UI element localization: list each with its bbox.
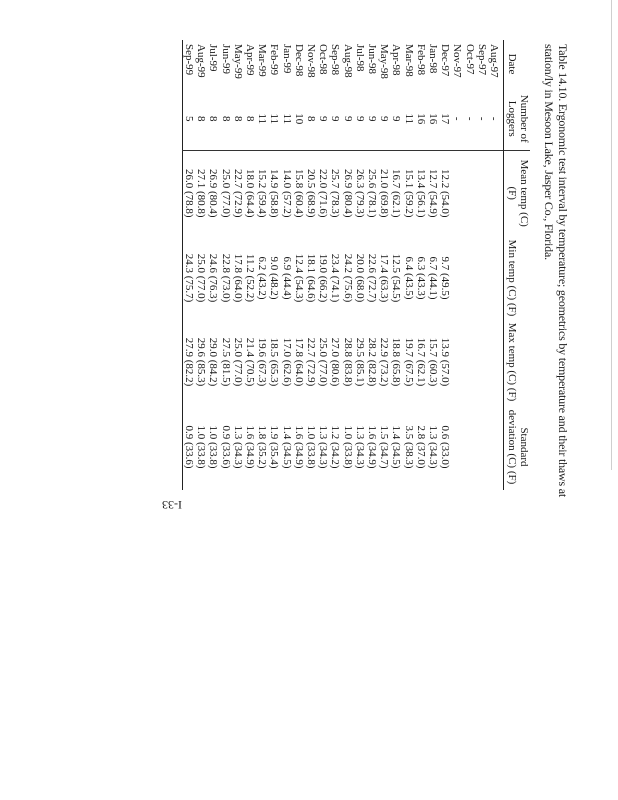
table-cell: 9 [378,88,390,150]
table-caption-line-2: station/ly in Mesoon Lake, Jasper Co., Florida. [542,44,556,260]
page-number: I-33 [162,498,182,512]
table-cell: Nov-98 [304,44,317,78]
table-cell: 17.4 (63.3) [378,253,391,303]
table-row [366,40,378,490]
table-cell: 18.5 (65.3) [268,337,281,387]
table-cell: Dec-98 [292,44,305,77]
table-row [476,40,488,490]
table-cell: 1.6 (34.9) [243,425,256,469]
table-row [207,40,219,490]
table-cell: 27.5 (81.5) [219,337,232,387]
table-cell: 23.4 (74.1) [329,253,342,303]
table-cell [476,320,488,404]
table-cell: 11 [280,88,292,150]
table-cell: Sep-97 [475,44,488,76]
table-cell: 15.2 (59.4) [256,168,269,218]
table-row [280,40,292,490]
table-row [463,40,475,490]
table-cell: 1.0 (33.8) [304,425,317,469]
table-row [305,40,317,490]
table-cell: 19.7 (67.5) [402,337,415,387]
table-row [402,40,414,490]
table-row [182,40,195,490]
table-cell: 0.9 (33.6) [219,425,232,469]
table-cell: 17.8 (64.0) [231,253,244,303]
table-cell: 1.6 (34.9) [365,425,378,469]
table-cell: 21.0 (69.8) [378,168,391,218]
table-cell: 18.0 (64.4) [243,168,256,218]
table-cell: Jun-99 [219,44,232,74]
table-cell: 27.9 (82.2) [182,337,195,387]
table-cell: 1.3 (34.3) [353,425,366,469]
table-cell: 1.3 (34.3) [317,425,330,469]
table-cell: 29.5 (85.1) [353,337,366,387]
table-cell: 8 [207,88,219,150]
table-cell [476,404,488,490]
table-row [341,40,353,490]
table-cell: 3.5 (38.3) [402,425,415,469]
table-cell: 17.0 (62.6) [280,337,293,387]
table-cell [488,236,504,320]
table-cell: 0.9 (33.6) [182,425,195,469]
table-body [182,40,503,490]
table-cell: 25.6 (78.1) [365,168,378,218]
table-cell: 25.0 (77.0) [317,337,330,387]
table-cell: 25.0 (77.0) [219,168,232,218]
table-cell [451,404,463,490]
table-cell: 12.7 (54.9) [426,168,439,218]
table-row [439,40,451,490]
table-cell: 17 [439,88,451,150]
table-cell: Sep-99 [182,44,195,76]
table-row [293,40,305,490]
table-cell: 8 [219,88,231,150]
table-cell: 1.9 (35.4) [268,425,281,469]
table-cell: 20.5 (68.9) [304,168,317,218]
table-cell: Mar-99 [256,44,269,77]
table-cell: Aug-97 [488,44,500,78]
table-cell: - [476,88,488,150]
header-standard-deviation: Standard deviation (C) (F) [504,404,531,490]
table-cell: Jul-98 [353,44,366,72]
table-cell: 10 [293,88,305,150]
table-cell [488,404,504,490]
table-cell: 6.7 (44.1) [426,256,439,300]
table-row [195,40,207,490]
table-cell: 15.8 (60.4) [292,168,305,218]
table-cell: Jun-98 [365,44,378,74]
table-cell: May-98 [378,44,391,79]
table-cell: 27.1 (80.8) [195,168,208,218]
table-cell: 17.8 (64.0) [292,337,305,387]
table-row [232,40,244,490]
header-min-temp: Min temp (C) (F) [504,236,531,320]
table-cell: 25.0 (77.0) [231,337,244,387]
table-cell: 22.6 (72.7) [365,253,378,303]
table-row [317,40,329,490]
table-cell: 22.0 (71.6) [317,168,330,218]
table-cell: 16 [415,88,427,150]
table-cell: 1.4 (34.5) [390,425,403,469]
table-cell: Oct-98 [317,44,330,75]
table-cell: 18.1 (64.6) [304,253,317,303]
table-cell: 1.4 (34.5) [280,425,293,469]
table-cell: Dec-97 [439,44,452,77]
table-cell: 26.3 (79.3) [353,168,366,218]
table-cell: 18.8 (65.8) [390,337,403,387]
table-cell: 8 [244,88,256,150]
table-cell: 2.8 (37.0) [414,425,427,469]
table-cell: 12.2 (54.0) [439,168,452,218]
table-row [354,40,366,490]
table-cell: 13.9 (57.0) [439,337,452,387]
header-mean-temp: Mean temp (C) (F) [504,150,531,236]
table-cell: 1.0 (33.8) [341,425,354,469]
table-cell: 1.3 (34.3) [231,425,244,469]
table-row [244,40,256,490]
table-cell: 1.0 (33.8) [195,425,208,469]
rotated-table-block [100,40,570,600]
table-cell: 24.3 (75.7) [182,253,195,303]
table-cell: 11 [268,88,280,150]
table-cell: 11 [256,88,268,150]
table-cell: 6.9 (44.4) [280,256,293,300]
table-cell: 1.8 (35.2) [256,425,269,469]
table-row [488,40,504,490]
table-cell: Mar-98 [402,44,415,77]
table-cell [488,150,504,236]
table-cell: 11.2 (52.2) [243,253,256,303]
table-cell: 26.9 (80.4) [207,168,220,218]
table-cell: 6.3 (43.3) [414,256,427,300]
header-number-of-loggers: Number of Loggers [504,88,531,150]
table-cell [476,236,488,320]
header-max-temp: Max temp (C) (F) [504,320,531,404]
table-cell: - [451,88,463,150]
table-cell: Nov-97 [451,44,464,78]
table-cell: 16.7 (62.1) [414,337,427,387]
table-cell: 8 [195,88,207,150]
table-cell: Jan-99 [280,44,293,74]
scan-edge-mark [611,0,612,470]
table-cell: 13.4 (56.1) [414,168,427,218]
table-cell: 9 [366,88,378,150]
table-caption-line-1: Table 14.10. Ergonomic test interval by temperature; geometrics by temperature and their thaws at [556,44,570,498]
table-row [451,40,463,490]
table-cell: Feb-98 [414,44,427,76]
table-cell [463,236,475,320]
table-cell [463,320,475,404]
table-cell: Apr-98 [390,44,403,76]
table-cell: Oct-97 [463,44,476,75]
table-cell [463,150,475,236]
table-cell [488,320,504,404]
table-cell: 9 [390,88,402,150]
table-cell: Feb-99 [268,44,281,76]
table-cell: 26.0 (78.8) [182,168,195,218]
table-cell: 9 [354,88,366,150]
table-cell: 1.0 (33.8) [207,425,220,469]
table-cell: 9.0 (48.2) [268,256,281,300]
table-cell: 22.8 (73.0) [219,253,232,303]
table-cell: 14.9 (58.8) [268,168,281,218]
table-cell: Aug-98 [341,44,354,78]
table-cell: 8 [232,88,244,150]
table-header-row [504,40,531,490]
header-date: Date [504,40,531,88]
table-row [378,40,390,490]
table-cell: 24.6 (76.3) [207,253,220,303]
table-cell: 25.0 (77.0) [195,253,208,303]
table-cell: 9 [341,88,353,150]
table-cell: 29.0 (84.2) [207,337,220,387]
temperature-table [180,40,530,490]
table-row [268,40,280,490]
table-cell: 16 [427,88,439,150]
table-cell: 15.1 (59.2) [402,168,415,218]
table-cell: 9 [329,88,341,150]
table-cell: 25.7 (78.3) [329,168,342,218]
table-cell: 24.2 (75.6) [341,253,354,303]
table-cell: 14.0 (57.2) [280,168,293,218]
table-cell: 6.2 (43.2) [256,256,269,300]
table-cell: 28.8 (83.8) [341,337,354,387]
table-cell: - [463,88,475,150]
table-cell: 21.4 (70.5) [243,337,256,387]
table-cell: 5 [182,88,195,150]
table-cell [463,404,475,490]
table-cell: 22.7 (72.9) [304,337,317,387]
table-cell: 1.2 (34.2) [329,425,342,469]
table-row [256,40,268,490]
table-cell: 6.4 (43.5) [402,256,415,300]
table-cell [476,150,488,236]
table-cell: 9.7 (49.5) [439,256,452,300]
table-cell: 1.6 (34.9) [292,425,305,469]
table-cell: - [488,88,504,150]
table-cell: 22.7 (72.9) [231,168,244,218]
table-row [219,40,231,490]
table-cell: 20.0 (68.0) [353,253,366,303]
table-cell: Aug-99 [195,44,208,78]
table-row [427,40,439,490]
table-cell: 12.5 (54.5) [390,253,403,303]
table-cell: Jan-98 [426,44,439,74]
table-cell: 19.0 (66.2) [317,253,330,303]
table-cell: 11 [402,88,414,150]
table-cell [451,320,463,404]
table-cell: 0.6 (33.0) [439,425,452,469]
table-row [390,40,402,490]
table-cell: 1.3 (34.3) [426,425,439,469]
table-row [329,40,341,490]
table-cell [451,150,463,236]
table-cell: 19.6 (67.3) [256,337,269,387]
table-cell: 29.6 (85.3) [195,337,208,387]
table-cell: 27.0 (80.6) [329,337,342,387]
table-cell: 9 [317,88,329,150]
table-cell: Sep-98 [329,44,342,76]
table-cell: 26.9 (80.4) [341,168,354,218]
table-cell: 15.7 (60.3) [426,337,439,387]
table-cell: 16.7 (62.1) [390,168,403,218]
table-cell: Jul-99 [207,44,220,72]
table-row [415,40,427,490]
table-cell: 1.5 (34.7) [378,425,391,469]
table-cell: Apr-99 [243,44,256,76]
table-cell: 28.2 (82.8) [365,337,378,387]
table-cell: May-99 [231,44,244,79]
table-cell: 8 [305,88,317,150]
table-cell [451,236,463,320]
table-cell: 12.4 (54.3) [292,253,305,303]
table-cell: 22.9 (73.2) [378,337,391,387]
